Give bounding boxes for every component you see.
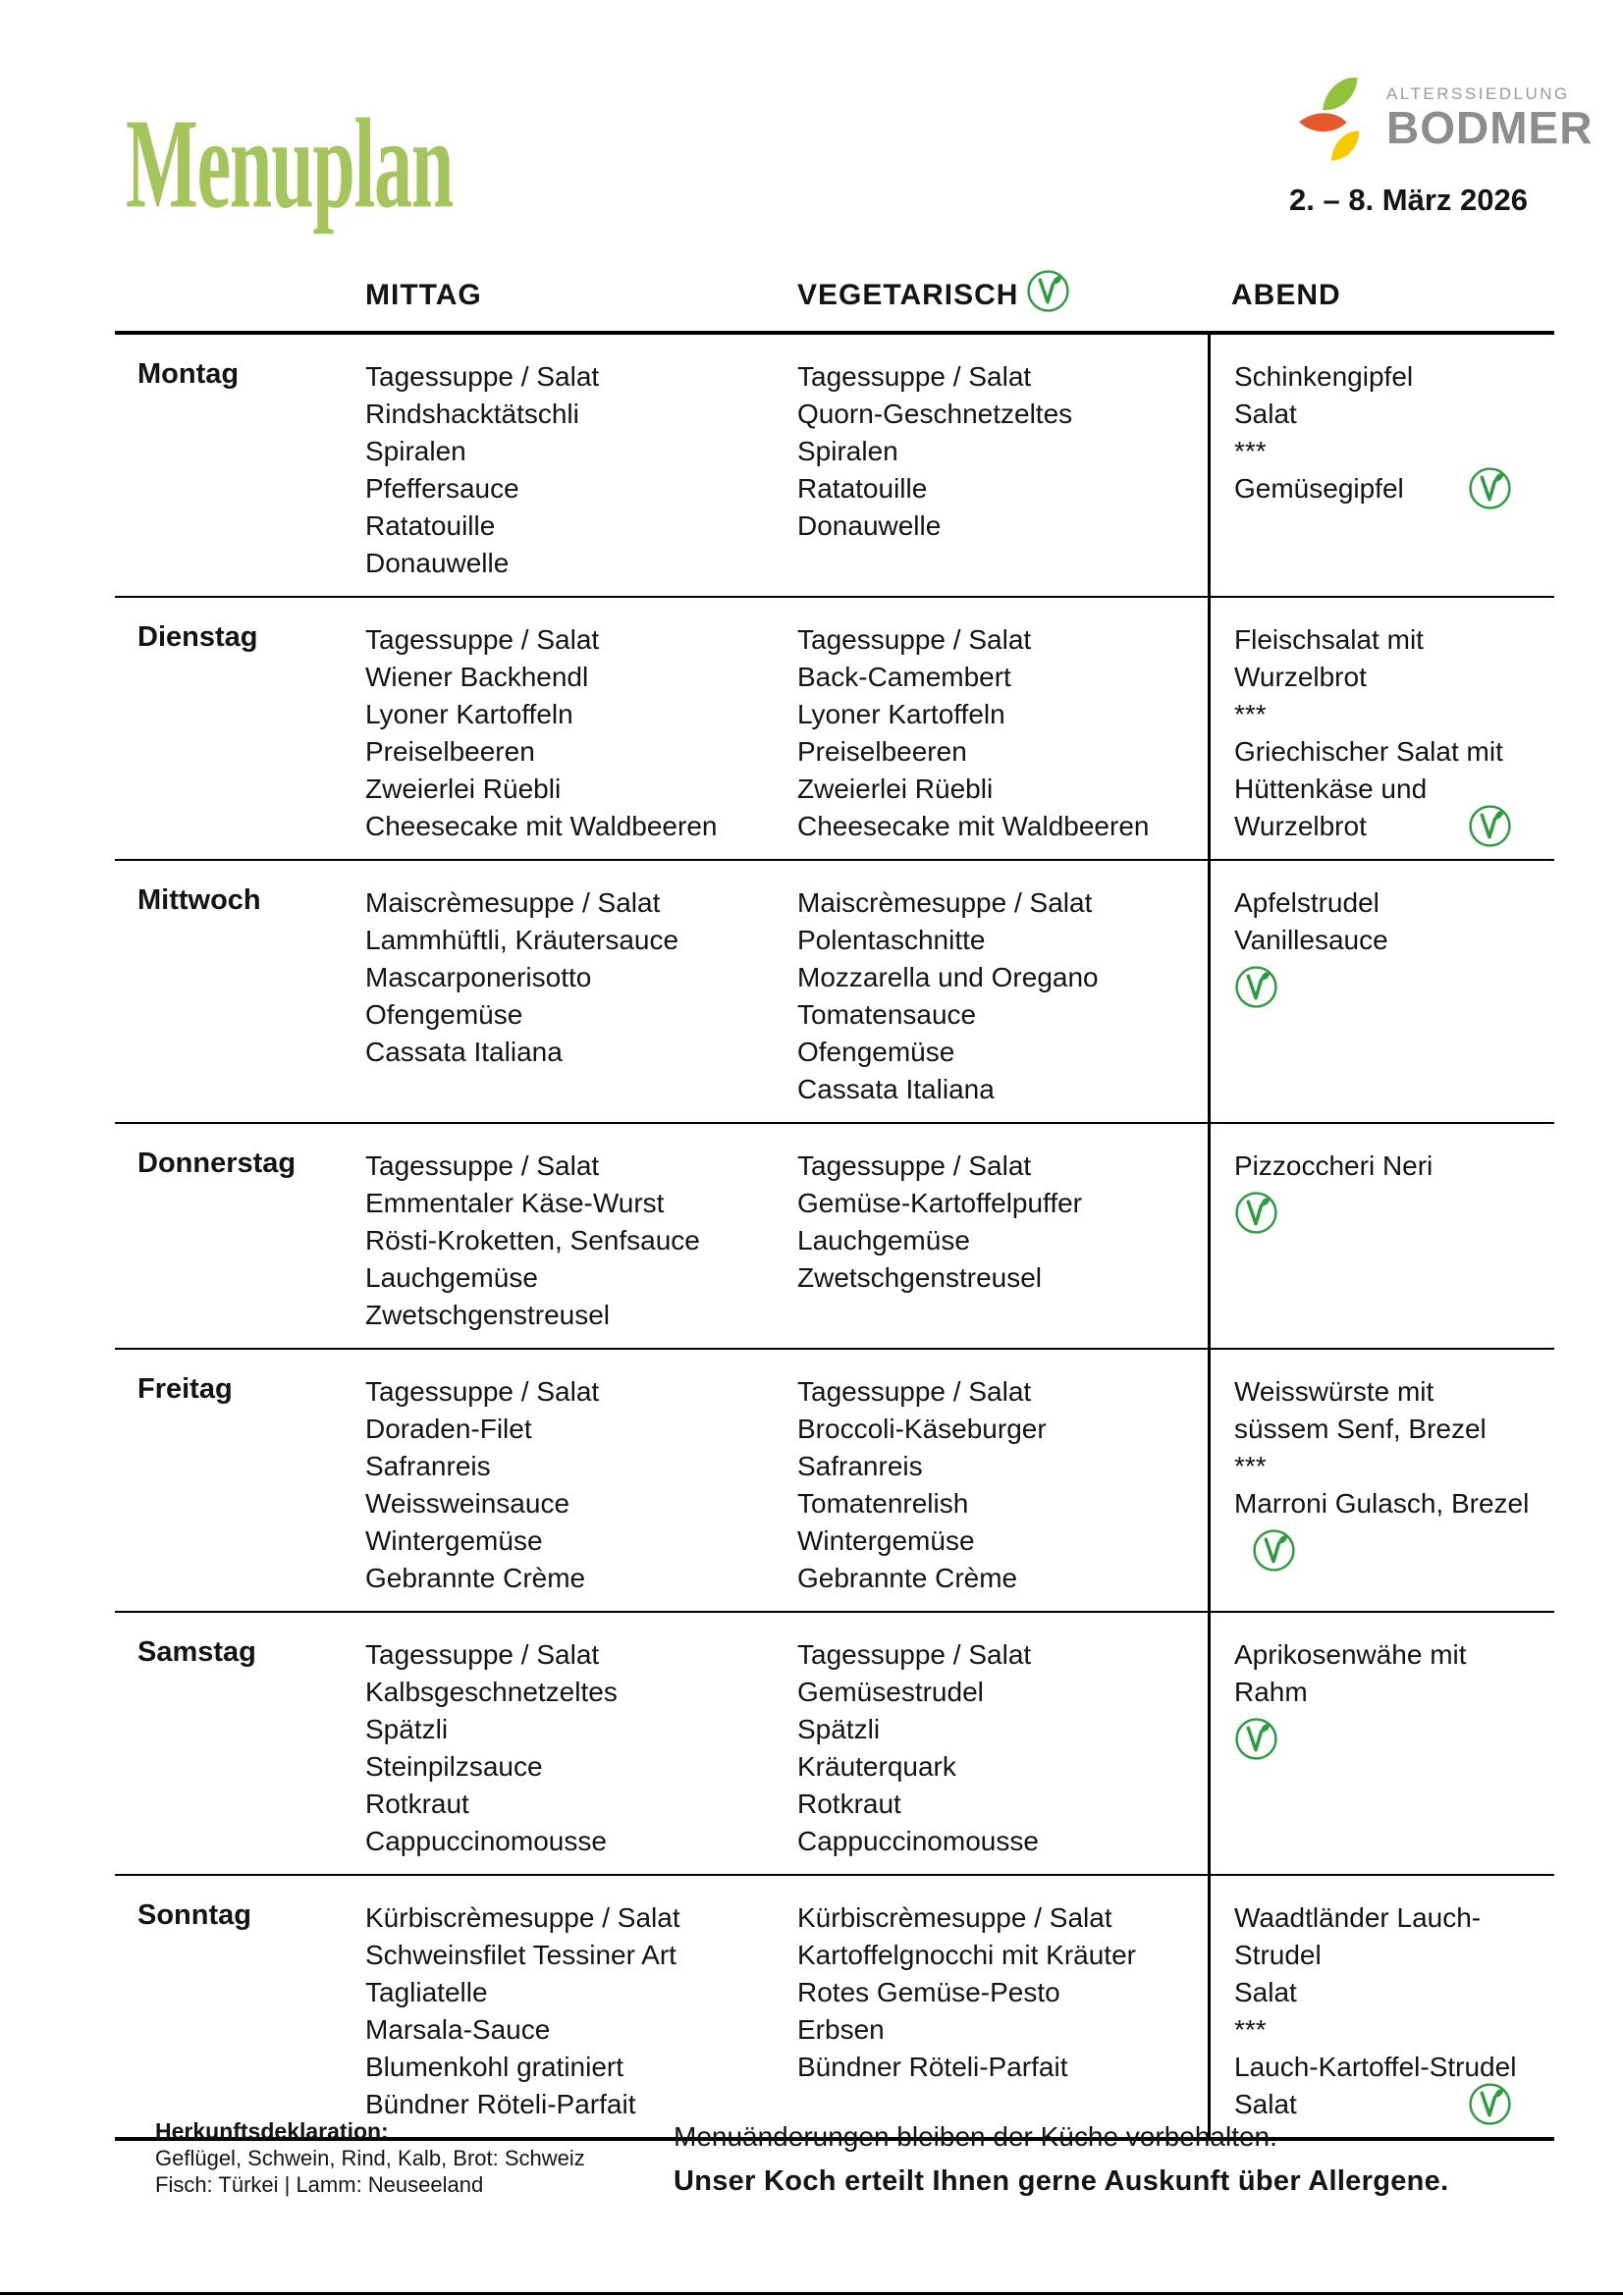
mittag-cell: [365, 1876, 797, 2137]
menu-item: Ofengemüse: [365, 999, 523, 1030]
menu-day-row: [115, 1876, 1554, 2137]
menu-item: Tagessuppe / Salat: [797, 1639, 1032, 1670]
menu-item-text: Fleischsalat mit: [1234, 624, 1424, 655]
menu-item-text: Gemüsegipfel: [1234, 473, 1404, 504]
menu-item-text: süssem Senf, Brezel: [1234, 1414, 1487, 1444]
menu-item: [1234, 1373, 1544, 1411]
allergen-note: Unser Koch erteilt Ihnen gerne Auskunft über Allergene.: [674, 2165, 1449, 2197]
menu-item: Lammhüftli, Kräutersauce: [365, 925, 679, 955]
day-label: Samstag: [137, 1636, 256, 1668]
menu-item: Spätzli: [797, 1714, 881, 1744]
menu-item: Safranreis: [365, 1451, 491, 1481]
menu-item: Lauchgemüse: [797, 1225, 970, 1255]
menu-item: Rotes Gemüse-Pesto: [797, 1977, 1060, 2007]
vegetarian-icon: [1234, 1191, 1278, 1235]
menu-item: Kartoffelgnocchi mit Kräuter: [797, 1940, 1136, 1970]
menu-item: Broccoli-Käseburger: [797, 1414, 1047, 1444]
menu-item-text: Aprikosenwähe mit: [1234, 1639, 1467, 1670]
menu-item: Cheesecake mit Waldbeeren: [365, 811, 718, 841]
menu-item: Schweinsfilet Tessiner Art: [365, 1940, 676, 1970]
menu-item: Back-Camembert: [797, 662, 1011, 692]
menu-item: Rindshacktätschli: [365, 399, 579, 429]
mittag-column-header: [365, 279, 797, 312]
day-label: Sonntag: [137, 1899, 251, 1931]
menu-item-text: Lauch-Kartoffel-Strudel: [1234, 2052, 1517, 2082]
menu-item: Quorn-Geschnetzeltes: [797, 399, 1073, 429]
menu-item: Ratatouille: [365, 510, 496, 541]
menu-item: [1234, 621, 1544, 659]
logo-text: [1386, 65, 1593, 151]
menu-item: Bündner Röteli-Parfait: [365, 2089, 636, 2119]
menu-item: [1234, 396, 1544, 433]
origin-declaration: [155, 2118, 585, 2198]
menu-item: [1234, 1522, 1544, 1575]
logo-org-brand: BODMER: [1386, 102, 1594, 153]
menu-item: Gebrannte Crème: [365, 1563, 586, 1593]
day-label: Donnerstag: [137, 1148, 297, 1179]
abend-cell: [1208, 861, 1554, 1122]
vegetarisch-cell: [797, 1124, 1208, 1348]
abend-cell: [1208, 335, 1554, 596]
menu-item: Preiselbeeren: [797, 736, 967, 767]
menu-item: Tomatenrelish: [797, 1488, 969, 1519]
menu-item-text: Wurzelbrot: [1234, 811, 1367, 841]
vegetarisch-cell: [797, 1350, 1208, 1611]
menu-item-text: Griechischer Salat mit: [1234, 736, 1503, 767]
menu-item-text: Salat: [1234, 2089, 1297, 2119]
menu-item: [1234, 2086, 1544, 2123]
menu-item: Wintergemüse: [797, 1525, 975, 1556]
menu-item: Blumenkohl gratiniert: [365, 2052, 624, 2082]
vegetarisch-cell: [797, 861, 1208, 1122]
menu-item-text: ***: [1234, 436, 1267, 466]
menu-rows: [115, 331, 1554, 2141]
menu-item: Steinpilzsauce: [365, 1751, 543, 1782]
menu-item: [1234, 1636, 1544, 1674]
menu-item: Tagessuppe / Salat: [797, 1376, 1032, 1407]
menu-item-text: Marroni Gulasch, Brezel: [1234, 1488, 1530, 1519]
menu-item-text: ***: [1234, 699, 1267, 729]
menu-item: [1234, 884, 1544, 922]
page-bottom-rule: [0, 2292, 1623, 2295]
menu-item: Ratatouille: [797, 473, 928, 504]
menu-item: Rösti-Kroketten, Senfsauce: [365, 1225, 700, 1255]
menu-item: Kräuterquark: [797, 1751, 956, 1782]
menu-item: [1234, 1448, 1544, 1485]
menu-item: [1234, 959, 1544, 1012]
logo-org-name: ALTERSSIEDLUNG: [1386, 84, 1570, 103]
vegetarisch-header-icon-slot: [1018, 269, 1070, 321]
menu-item: Tagessuppe / Salat: [797, 1150, 1032, 1181]
menu-item: [1234, 2011, 1544, 2049]
menu-item-text: Salat: [1234, 399, 1297, 429]
vegetarian-icon: [1234, 1717, 1278, 1761]
menu-item: [1234, 1674, 1544, 1711]
menu-item: Zweierlei Rüebli: [365, 774, 562, 804]
menu-item: Wiener Backhendl: [365, 662, 589, 692]
organization-logo: [1294, 65, 1593, 167]
menu-change-note: Menuänderungen bleiben der Küche vorbehalten.: [674, 2121, 1277, 2152]
menu-item: Erbsen: [797, 2014, 885, 2045]
menu-item: [1234, 2049, 1544, 2086]
vegetarisch-cell: [797, 1876, 1208, 2137]
menu-item: [1234, 1185, 1544, 1238]
menu-item: Wintergemüse: [365, 1525, 543, 1556]
menu-item: Zwetschgenstreusel: [797, 1262, 1043, 1293]
mittag-cell: [365, 598, 797, 859]
day-label: Mittwoch: [137, 884, 261, 916]
abend-column-header: [1208, 279, 1554, 312]
abend-cell: [1208, 1876, 1554, 2137]
abend-cell: [1208, 1124, 1554, 1348]
menu-item: Pfeffersauce: [365, 473, 519, 504]
mittag-cell: [365, 861, 797, 1122]
menu-day-row: [115, 1350, 1554, 1613]
menu-item: [1234, 1485, 1544, 1522]
menu-item-text: Salat: [1234, 1977, 1297, 2007]
menu-item: Kürbiscrèmesuppe / Salat: [365, 1902, 680, 1933]
menu-item: Lauchgemüse: [365, 1262, 538, 1293]
menu-item-text: ***: [1234, 1451, 1267, 1481]
menu-item: [1234, 1711, 1544, 1764]
menu-item: [1234, 696, 1544, 733]
menu-item: Tagessuppe / Salat: [365, 624, 600, 655]
vegetarian-icon: [1234, 965, 1278, 1009]
menu-item: Gemüse-Kartoffelpuffer: [797, 1188, 1083, 1218]
menu-item: Maiscrèmesuppe / Salat: [797, 887, 1093, 918]
origin-declaration-line: Fisch: Türkei | Lamm: Neuseeland: [155, 2172, 484, 2197]
mittag-cell: [365, 1613, 797, 1874]
kitchen-notes: [674, 2120, 1448, 2198]
menu-item-text: ***: [1234, 2014, 1267, 2045]
abend-cell: [1208, 1613, 1554, 1874]
menu-item: Polentaschnitte: [797, 925, 986, 955]
menu-item: Spiralen: [365, 436, 466, 466]
vegetarisch-cell: [797, 1613, 1208, 1874]
menu-item: Safranreis: [797, 1451, 923, 1481]
vegetarisch-header-label: VEGETARISCH: [797, 278, 1019, 311]
menu-item-text: Vanillesauce: [1234, 925, 1388, 955]
vegetarian-icon: [1252, 1528, 1296, 1573]
menu-item-text: Waadtländer Lauch-: [1234, 1902, 1482, 1933]
menu-item: Weissweinsauce: [365, 1488, 570, 1519]
abend-header-label: ABEND: [1231, 278, 1341, 311]
menu-item: Tagessuppe / Salat: [365, 1639, 600, 1670]
menu-item: Tagliatelle: [365, 1977, 488, 2007]
menu-item: Tomatensauce: [797, 999, 977, 1030]
vegetarisch-column-header: [797, 269, 1208, 321]
page-title: Menuplan: [126, 92, 454, 236]
abend-cell: [1208, 1350, 1554, 1611]
menu-item: Donauwelle: [365, 548, 510, 578]
menu-item: Zwetschgenstreusel: [365, 1300, 611, 1330]
menu-item: Tagessuppe / Salat: [797, 361, 1032, 392]
menu-item: Donauwelle: [797, 510, 942, 541]
menu-item-text: Weisswürste mit: [1234, 1376, 1434, 1407]
menu-day-row: [115, 1124, 1554, 1350]
mittag-cell: [365, 335, 797, 596]
menu-item: [1234, 470, 1544, 507]
origin-declaration-line: Geflügel, Schwein, Rind, Kalb, Brot: Schweiz: [155, 2146, 585, 2170]
menu-day-row: [115, 598, 1554, 861]
day-label: Freitag: [137, 1373, 233, 1405]
menu-table: [115, 257, 1554, 2141]
menu-item: Gebrannte Crème: [797, 1563, 1018, 1593]
menu-day-row: [115, 335, 1554, 598]
menu-item: Ofengemüse: [797, 1037, 955, 1067]
menu-item: Mozzarella und Oregano: [797, 962, 1099, 992]
menu-item: Rotkraut: [365, 1789, 469, 1819]
menu-item: Marsala-Sauce: [365, 2014, 551, 2045]
day-label: Dienstag: [137, 621, 258, 653]
vegetarisch-cell: [797, 335, 1208, 596]
menu-item: Cassata Italiana: [365, 1037, 563, 1067]
menu-item: Gemüsestrudel: [797, 1677, 984, 1707]
menu-item: [1234, 1974, 1544, 2011]
menu-item: Lyoner Kartoffeln: [365, 699, 573, 729]
menu-item: Mascarponerisotto: [365, 962, 592, 992]
leaf-logo-icon: [1294, 65, 1379, 167]
menu-item: [1234, 771, 1544, 808]
menu-item: [1234, 1148, 1544, 1185]
mittag-cell: [365, 1350, 797, 1611]
menu-item: Maiscrèmesuppe / Salat: [365, 887, 661, 918]
origin-declaration-title: Herkunftsdeklaration:: [155, 2118, 389, 2144]
abend-cell: [1208, 598, 1554, 859]
menu-item: Zweierlei Rüebli: [797, 774, 994, 804]
menu-item: Emmentaler Käse-Wurst: [365, 1188, 665, 1218]
menu-item: [1234, 433, 1544, 470]
menu-item: [1234, 659, 1544, 696]
menu-item: Cheesecake mit Waldbeeren: [797, 811, 1150, 841]
menu-item: Cassata Italiana: [797, 1074, 995, 1104]
menu-item-text: Wurzelbrot: [1234, 662, 1367, 692]
menu-item: Doraden-Filet: [365, 1414, 532, 1444]
menu-item: [1234, 358, 1544, 396]
vegetarian-icon: [1468, 804, 1512, 848]
menu-item-text: Hüttenkäse und: [1234, 774, 1428, 804]
vegetarian-icon: [1468, 2082, 1512, 2126]
vegetarisch-cell: [797, 598, 1208, 859]
menu-item: [1234, 1899, 1544, 1937]
menu-item: Bündner Röteli-Parfait: [797, 2052, 1068, 2082]
menu-item: [1234, 733, 1544, 771]
menu-item: Cappuccinomousse: [365, 1826, 607, 1856]
menu-item: [1234, 1937, 1544, 1974]
menu-item-text: Pizzoccheri Neri: [1234, 1150, 1434, 1181]
menu-item: Cappuccinomousse: [797, 1826, 1039, 1856]
menu-item: Lyoner Kartoffeln: [797, 699, 1005, 729]
menu-item: Tagessuppe / Salat: [365, 1376, 600, 1407]
day-label: Montag: [137, 358, 240, 390]
menu-item: Kürbiscrèmesuppe / Salat: [797, 1902, 1112, 1933]
menu-item-text: Apfelstrudel: [1234, 887, 1380, 918]
menu-item: Tagessuppe / Salat: [365, 361, 600, 392]
menu-item-text: Rahm: [1234, 1677, 1308, 1707]
week-date-range: 2. – 8. März 2026: [1289, 183, 1528, 217]
table-header-row: [115, 257, 1554, 331]
vegetarian-icon: [1026, 269, 1070, 313]
menu-item: Rotkraut: [797, 1789, 901, 1819]
menu-item-text: Strudel: [1234, 1940, 1322, 1970]
mittag-header-label: MITTAG: [365, 278, 482, 311]
menu-item: [1234, 1411, 1544, 1448]
mittag-cell: [365, 1124, 797, 1348]
menu-item: Spiralen: [797, 436, 898, 466]
menu-item: [1234, 808, 1544, 845]
menu-item: Tagessuppe / Salat: [797, 624, 1032, 655]
menu-item: Spätzli: [365, 1714, 449, 1744]
menu-item: Kalbsgeschnetzeltes: [365, 1677, 618, 1707]
menu-item-text: Schinkengipfel: [1234, 361, 1414, 392]
menu-day-row: [115, 1613, 1554, 1876]
menu-item: [1234, 922, 1544, 959]
menu-item: Preiselbeeren: [365, 736, 535, 767]
menu-item: Tagessuppe / Salat: [365, 1150, 600, 1181]
vegetarian-icon: [1468, 466, 1512, 510]
menu-day-row: [115, 861, 1554, 1124]
